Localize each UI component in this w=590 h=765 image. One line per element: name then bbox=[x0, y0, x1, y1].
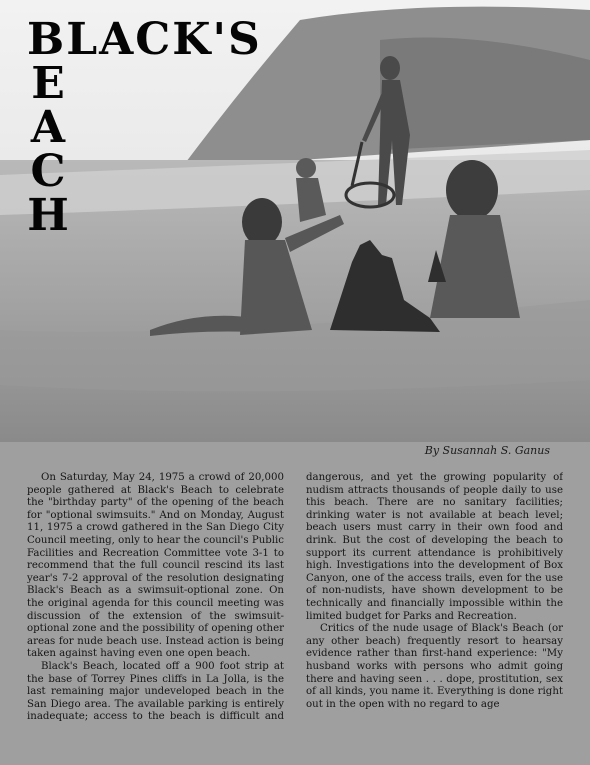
headline-word-blacks: BLACK'S bbox=[27, 14, 262, 65]
article-body bbox=[27, 472, 563, 762]
headline bbox=[27, 14, 262, 241]
paragraph: On Saturday, May 24, 1975 a crowd of 20,000 people gathered at Black's Beach to celebrate the "birthday party" of the opening of the beach for "optional swimsuits." And on Monday, August 11, 1975 a crowd gathered in the San Diego City Council meeting, only to hear the council's Public Facilities and Recreation Committee vote 3-1 to recommend that the full council rescind its last year's 7-2 approval of the resolution designating Black's Beach as a swimsuit-optional zone. On the original agenda for this council meeting was discussion of the extension of the swimsuit-optional zone and the possibility of opening other areas for nude beach use. Instead action is being taken against having even one open beach. bbox=[27, 472, 284, 660]
paragraph: Black's Beach, located off a 900 foot strip at the base of Torrey Pines cliffs in La Jolla, is the last remaining major undeveloped beach in the San Diego area. The available parking is entirely inadequate; access to the beach is difficult and dangerous, and yet the growing popularity of nudism attracts thousands of people daily to use this beach. There are no sanitary facilities; drinking water is not available at beach level; beach users must carry in their own food and drink. But the cost of developing the beach to support its current attendance is prohibitively high. Investigations into the development of Box Canyon, one of the access trails, even for the use of non-nudists, have shown development to be technically and financially impossible within the limited budget for Parks and Recreation. bbox=[27, 472, 563, 723]
headline-letter: E bbox=[31, 58, 67, 109]
headline-letter: H bbox=[27, 190, 71, 241]
paragraph: Critics of the nude usage of Black's Beach (or any other beach) frequently resort to hearsay evidence rather than first-hand experience: "My husband works with persons who admit going there and having seen . . . dope, prostitution, sex of all kinds, you name it. Everything is done right out in the open with no regard to age bbox=[306, 623, 563, 710]
headline-letter: C bbox=[30, 146, 68, 197]
headline-letter: A bbox=[30, 102, 68, 153]
byline: By Susannah S. Ganus bbox=[424, 444, 550, 457]
